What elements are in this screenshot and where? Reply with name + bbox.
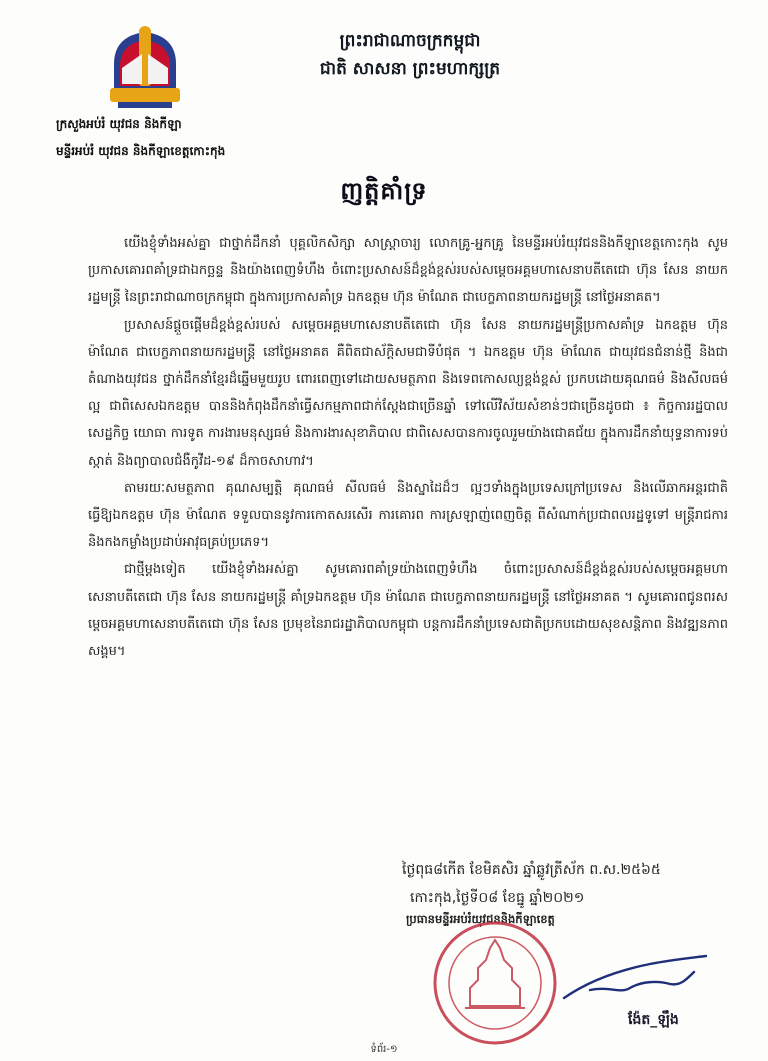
document-title: ញត្តិគាំទ្រ	[340, 176, 428, 205]
page-number: ទំព័រ-១	[370, 1044, 398, 1055]
national-motto: ជាតិ សាសនា ព្រះមហាក្សត្រ	[319, 59, 501, 79]
paragraph: តាមរយៈសមត្ថភាព គុណសម្បត្តិ គុណធម៌ សីលធម៌ និងស្នាដៃដ៏ៗ ល្អៗទាំងក្នុងប្រទេសក្រៅប្រទេស និងលើឆាកអន្តរជាតិ ធ្វើឱ្យឯកឧត្តម ហ៊ុន ម៉ាណែត ទទួលបាននូវការកោតសរសើរ ការគោរព ការស្រឡាញ់ពេញចិត្ត ពីសំណាក់ប្រជាពលរដ្ឋទូទៅ មន្ត្រីរាជការ និងកងកម្លាំងប្រដាប់អាវុធគ្រប់ប្រភេទ។	[88, 480, 728, 551]
signer-name: ង៉ែត_ឡឹង	[628, 1012, 679, 1028]
paragraph: ប្រសាសន៍ផ្តួចផ្តើមដ៏ខ្ពង់ខ្ពស់របស់ សម្តេចអគ្គមហាសេនាបតីតេជោ ហ៊ុន សែន នាយករដ្ឋមន្ត្រីប្រកាសគាំទ្រ ឯកឧត្តម ហ៊ុន ម៉ាណែត ជាបេក្ខភាពនាយករដ្ឋមន្ត្រី នៅថ្ងៃអនាគត គឺពិតជាស័ក្តិសមជាទីបំផុត ។ ឯកឧត្តម ហ៊ុន ម៉ាណែត ជាយុវជនជំនាន់ថ្មី និងជាតំណាងយុវជន ថ្នាក់ដឹកនាំខ្មែរដ៏ឆ្នើមមួយរូប ពោរពេញទៅដោយសមត្ថភាព និងទេពកោសល្យខ្ពង់ខ្ពស់ ប្រកបដោយគុណធម៌ និងសីលធម៌ល្អ ជាពិសេសឯកឧត្តម បាននិងកំពុងដឹកនាំធ្វើសកម្មភាពជាក់ស្តែងជាច្រើនឆ្នាំ ទៅលើវិស័យសំខាន់ៗជាច្រើនដូចជា ៖ កិច្ចការរដ្ឋបាល សេដ្ឋកិច្ច យោធា ការទូត ការងារមនុស្សធម៌ និងការងារសុខាភិបាល ជាពិសេសបានការចូលរួមយ៉ាងជោគជ័យ ក្នុងការដឹកនាំយុទ្ធនាការទប់ស្កាត់ និងព្យាបាលជំងឺកូវីដ-១៩ ដ៏កាចសាហាវ។	[88, 317, 728, 469]
ministry-emblem-icon	[108, 24, 182, 110]
paragraph: ជាថ្មីម្តងទៀត យើងខ្ញុំទាំងអស់គ្នា សូមគោរពគាំទ្រយ៉ាងពេញទំហឹង ចំពោះប្រសាសន៍ដ៏ខ្ពង់ខ្ពស់របស់សម្តេចអគ្គមហាសេនាបតីតេជោ ហ៊ុន សែន នាយករដ្ឋមន្ត្រី គាំទ្រឯកឧត្តម ហ៊ុន ម៉ាណែត ជាបេក្ខភាពនាយករដ្ឋមន្ត្រី នៅថ្ងៃអនាគត ។ សូមគោរពជូនពរសម្តេចអគ្គមហាសេនាបតីតេជោ ហ៊ុន សែន ប្រមុខនៃរាជរដ្ឋាភិបាលកម្ពុជា បន្តការដឹកនាំប្រទេសជាតិប្រកបដោយសុខសន្តិភាព និងវឌ្ឍនភាពសង្គម។	[88, 562, 728, 660]
kingdom-heading: ព្រះរាជាណាចក្រកម្ពុជា	[339, 31, 481, 51]
official-stamp-icon	[430, 918, 560, 1048]
handwritten-signature	[560, 950, 710, 1010]
signer-title: ប្រធានមន្ទីរអប់រំយុវជននិងកីឡាខេត្ត	[406, 912, 555, 926]
place-and-date: កោះកុង,ថ្ងៃទី០៨ ខែធ្នូ ឆ្នាំ២០២១	[410, 890, 585, 906]
lunar-date: ថ្ងៃពុធ៨កើត ខែមិគសិរ ឆ្នាំឆ្លូវត្រីស័ក ព.ស.២៥៦៥	[402, 862, 661, 878]
department-name: មន្ទីរអប់រំ យុវជន និងកីឡាខេត្តកោះកុង	[56, 144, 226, 158]
document-body	[88, 230, 728, 665]
paragraph: យើងខ្ញុំទាំងអស់គ្នា ជាថ្នាក់ដឹកនាំ បុគ្គលិកសិក្សា សាស្ត្រាចារ្យ លោកគ្រូ-អ្នកគ្រូ នៃមន្ទីរអប់រំយុវជននិងកីឡាខេត្តកោះកុង សូមប្រកាសគោរពគាំទ្រជាឯកច្ឆន្ទ និងយ៉ាងពេញទំហឹង ចំពោះប្រសាសន៍ដ៏ខ្ពង់ខ្ពស់របស់សម្តេចអគ្គមហាសេនាបតីតេជោ ហ៊ុន សែន នាយករដ្ឋមន្ត្រី នៃព្រះរាជាណាចក្រកម្ពុជា ក្នុងការប្រកាសគាំទ្រ ឯកឧត្តម ហ៊ុន ម៉ាណែត ជាបេក្ខភាពនាយករដ្ឋមន្ត្រី នៅថ្ងៃអនាគត។	[88, 236, 728, 306]
ministry-name: ក្រសួងអប់រំ យុវជន និងកីឡា	[56, 117, 182, 131]
